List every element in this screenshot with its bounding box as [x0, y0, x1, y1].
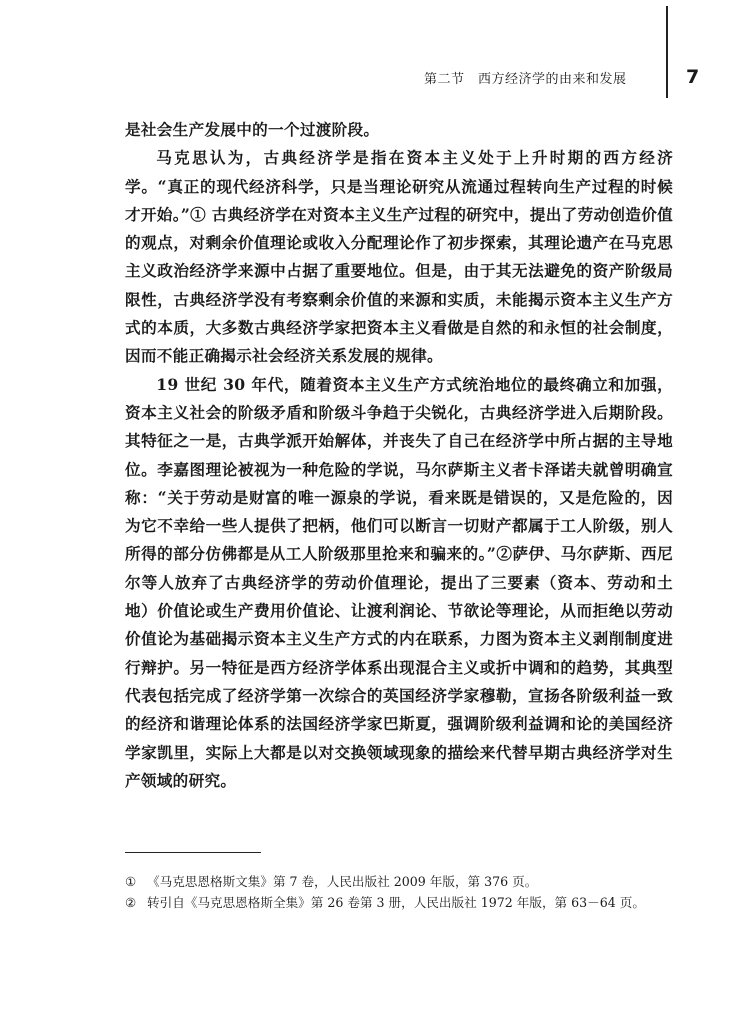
running-header-section-title: 第二节 西方经济学的由来和发展 — [424, 72, 627, 87]
footnote-separator — [125, 852, 261, 853]
paragraph-classical-economics: 马克思认为，古典经济学是指在资本主义处于上升时期的西方经济学。“真正的现代经济科学，只是当理论研究从流通过程转向生产过程的时候才开始。”① 古典经济学在对资本主义生产过程的研究中，提出了劳动创造价值的观点，对剩余价值理论或收入分配理论作了初步探索，其理论遗产在马克思主义政治经济学来源中占据了重要地位。但是，由于其无法避免的资产阶级局限性，古典经济学没有考察剩余价值的来源和实质，未能揭示资本主义生产方式的本质，大多数古典经济学家把资本主义看做是自然的和永恒的社会制度，因而不能正确揭示社会经济关系发展的规律。 — [125, 148, 673, 366]
footnote-marker: ② — [125, 895, 137, 910]
footnotes — [125, 871, 673, 913]
footnote-item — [125, 892, 673, 913]
footnote-item — [125, 871, 673, 892]
footnote-marker: ① — [125, 874, 137, 889]
body-text — [125, 116, 673, 795]
page-number: 7 — [686, 66, 700, 88]
footnote-text: 转引自《马克思恩格斯全集》第 26 卷第 3 册，人民出版社 1972 年版，第 63－64 页。 — [147, 895, 645, 910]
footnote-text: 《马克思恩格斯文集》第 7 卷，人民出版社 2009 年版，第 376 页。 — [147, 874, 538, 889]
header-vertical-rule — [666, 6, 668, 98]
paragraph-continuation: 是社会生产发展中的一个过渡阶段。 — [125, 120, 380, 139]
paragraph-1830s: 19 世纪 30 年代，随着资本主义生产方式统治地位的最终确立和加强，资本主义社会的阶级矛盾和阶级斗争趋于尖锐化，古典经济学进入后期阶段。其特征之一是，古典学派开始解体，并丧失了自己在经济学中所占据的主导地位。李嘉图理论被视为一种危险的学说，马尔萨斯主义者卡泽诺夫就曾明确宣称：“关于劳动是财富的唯一源泉的学说，看来既是错误的，又是危险的，因为它不幸给一些人提供了把柄，他们可以断言一切财产都属于工人阶级，别人所得的部分仿佛都是从工人阶级那里抢来和骗来的。”②萨伊、马尔萨斯、西尼尔等人放弃了古典经济学的劳动价值理论，提出了三要素（资本、劳动和土地）价值论或生产费用价值论、让渡利润论、节欲论等理论，从而拒绝以劳动价值论为基础揭示资本主义生产方式的内在联系，力图为资本主义剥削制度进行辩护。另一特征是西方经济学体系出现混合主义或折中调和的趋势，其典型代表包括完成了经济学第一次综合的英国经济学家穆勒，宣扬各阶级利益一致的经济和谐理论体系的法国经济学家巴斯夏，强调阶级利益调和论的美国经济学家凯里，实际上大都是以对交换领域现象的描绘来代替早期古典经济学对生产领域的研究。 — [125, 374, 673, 790]
